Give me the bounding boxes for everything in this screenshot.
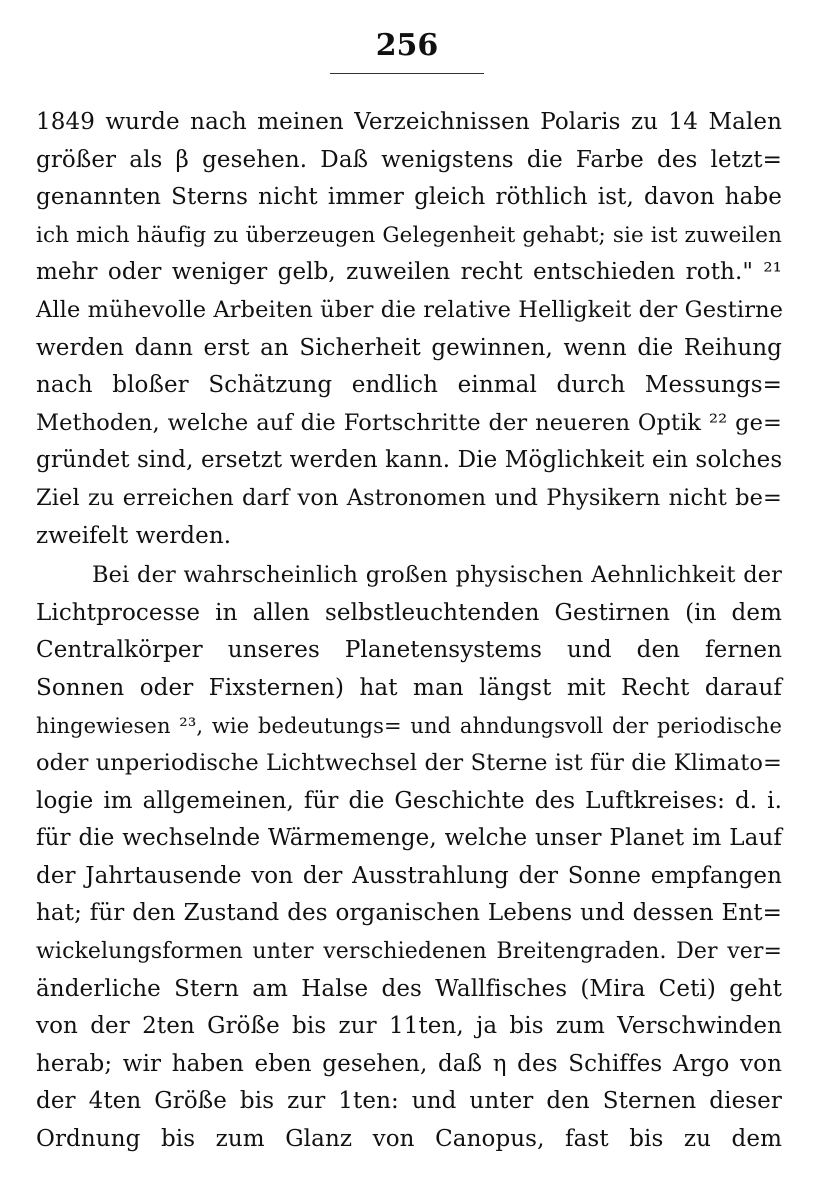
text-line: oder unperiodische Lichtwechsel der Sterne ist für die Klimato= [36, 750, 782, 777]
text-line: 1849 wurde nach meinen Verzeichnissen Polaris zu 14 Malen [36, 109, 782, 135]
page-number: 256 [375, 28, 439, 63]
text-line: für die wechselnde Wärmemenge, welche unser Planet im Lauf [36, 825, 782, 852]
text-line: wickelungsformen unter verschiedenen Breitengraden. Der ver= [36, 939, 782, 965]
text-line: zweifelt werden. [36, 522, 232, 549]
text-line: der 4ten Größe bis zur 1ten: und unter den Sternen dieser [36, 1088, 782, 1115]
paragraph-1 [36, 104, 782, 555]
text-line: ich mich häufig zu überzeugen Gelegenheit gehabt; sie ist zuweilen [36, 222, 782, 248]
text-line: werden dann erst an Sicherheit gewinnen, wenn die Reihung [36, 334, 782, 361]
text-line: mehr oder weniger gelb, zuweilen recht entschieden roth." ²¹ [36, 259, 782, 286]
header-rule [330, 73, 484, 74]
text-line: größer als β gesehen. Daß wenigstens die Farbe des letzt= [36, 146, 782, 173]
paragraph-2 [36, 557, 782, 1159]
text-line: herab; wir haben eben gesehen, daß η des Schiffes Argo von [36, 1050, 782, 1077]
text-line: logie im allgemeinen, für die Geschichte des Luftkreises: d. i. [36, 787, 782, 814]
text-line: der Jahrtausende von der Ausstrahlung der Sonne empfangen [36, 862, 782, 889]
text-line: Bei der wahrscheinlich großen physischen Aehnlichkeit der [92, 562, 782, 589]
text-line: Ziel zu erreichen darf von Astronomen und Physikern nicht be= [36, 484, 782, 511]
text-line: änderliche Stern am Halse des Wallfisches (Mira Ceti) geht [36, 975, 782, 1002]
text-line: Centralkörper unseres Planetensystems und den fernen [36, 637, 782, 664]
text-line: Lichtprocesse in allen selbstleuchtenden Gestirnen (in dem [36, 599, 782, 626]
text-line: hat; für den Zustand des organischen Lebens und dessen Ent= [36, 900, 782, 927]
text-line: Ordnung bis zum Glanz von Canopus, fast bis zu dem [36, 1126, 782, 1153]
text-line: gründet sind, ersetzt werden kann. Die Möglichkeit ein solches [36, 447, 783, 474]
text-line: von der 2ten Größe bis zur 11ten, ja bis zum Verschwinden [36, 1013, 782, 1040]
text-line: hingewiesen ²³, wie bedeutungs= und ahndungsvoll der periodische [36, 713, 782, 738]
text-line: Sonnen oder Fixsternen) hat man längst mit Recht darauf [36, 674, 782, 701]
text-line: Alle mühevolle Arbeiten über die relative Helligkeit der Gestirne [36, 296, 784, 323]
text-line: genannten Sterns nicht immer gleich röthlich ist, davon habe [36, 184, 782, 211]
text-line: Methoden, welche auf die Fortschritte der neueren Optik ²² ge= [36, 409, 782, 436]
text-line: nach bloßer Schätzung endlich einmal durch Messungs= [36, 372, 782, 399]
body-text [36, 104, 782, 1159]
